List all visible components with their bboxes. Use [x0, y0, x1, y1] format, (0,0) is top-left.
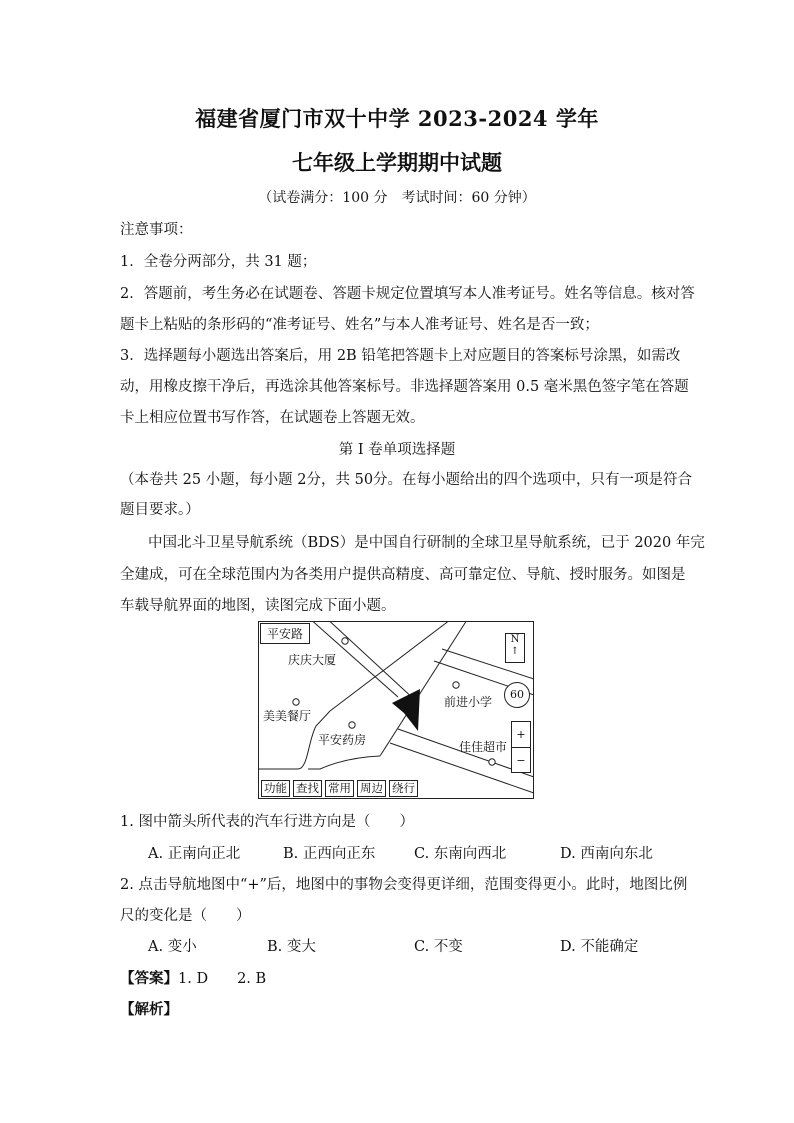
- building-label: 庆庆大厦: [288, 653, 337, 667]
- restaurant-marker: [293, 699, 299, 705]
- question-2-stem-2: 尺的变化是（ ）: [120, 908, 251, 924]
- section-instruction-1: （本卷共 25 小题，每小题 2分，共 50分。在每小题给出的四个选项中，只有一项是符合: [120, 472, 693, 488]
- north-arrow-icon: ↑: [510, 646, 520, 657]
- favorites-button[interactable]: 常用: [325, 780, 354, 797]
- zoom-in-button[interactable]: +: [516, 728, 526, 741]
- compass-label: N: [510, 634, 520, 645]
- building-marker: [342, 638, 348, 644]
- passage-line-2: 全建成，可在全球范围内为各类用户提供高精度、高可靠定位、导航、授时服务。如图是: [120, 567, 686, 583]
- question-1-stem: 1. 图中箭头所代表的汽车行进方向是（ ）: [120, 814, 414, 830]
- question-1-option-b[interactable]: B. 正西向正东: [283, 846, 376, 862]
- zoom-out-button[interactable]: −: [512, 747, 530, 773]
- question-1-option-d[interactable]: D. 西南向东北: [560, 846, 653, 862]
- question-1-option-c[interactable]: C. 东南向西北: [414, 846, 507, 862]
- notes-heading: 注意事项：: [120, 222, 193, 238]
- question-2-option-b[interactable]: B. 变大: [267, 939, 316, 955]
- function-button[interactable]: 功能: [261, 780, 290, 797]
- question-2-option-c[interactable]: C. 不变: [414, 939, 463, 955]
- notes-line-2: 2．答题前，考生务必在试题卷、答题卡规定位置填写本人准考证号。姓名等信息。核对答: [120, 286, 695, 302]
- nearby-button[interactable]: 周边: [357, 780, 386, 797]
- school-marker: [453, 682, 459, 688]
- notes-line-3: 题卡上粘贴的条形码的“准考证号、姓名”与本人准考证号、姓名是否一致；: [120, 317, 599, 333]
- pharmacy-marker: [349, 722, 355, 728]
- section-instruction-2: 题目要求。）: [120, 502, 200, 518]
- page-title-line1: 福建省厦门市双十中学 2023-2024 学年: [195, 106, 599, 131]
- notes-line-1: 1．全卷分两部分，共 31 题；: [120, 254, 317, 270]
- notes-line-5: 动，用橡皮擦干净后，再选涂其他答案标号。非选择题答案用 0.5 毫米黑色签字笔在答题: [120, 379, 689, 395]
- pharmacy-label: 平安药房: [318, 733, 367, 747]
- search-button[interactable]: 查找: [293, 780, 322, 797]
- notes-line-6: 卡上相应位置书写作答，在试题卷上答题无效。: [120, 410, 425, 426]
- supermarket-label: 佳佳超市: [459, 740, 508, 754]
- question-2-option-d[interactable]: D. 不能确定: [560, 939, 639, 955]
- section-title: 第 I 卷单项选择题: [338, 442, 456, 458]
- notes-line-4: 3．选择题每小题选出答案后，用 2B 铅笔把答题卡上对应题目的答案标号涂黑，如需改: [120, 348, 681, 364]
- navigation-map: [258, 621, 534, 799]
- restaurant-label: 美美餐厅: [263, 709, 312, 723]
- passage-line-3: 车载导航界面的地图，读图完成下面小题。: [120, 598, 396, 614]
- map-button-bar: [261, 780, 418, 797]
- question-2-stem-1: 2. 点击导航地图中“+”后，地图中的事物会变得更详细，范围变得更小。此时，地图比例: [120, 877, 688, 893]
- answer-label: 【答案】: [120, 970, 178, 987]
- exam-subtitle: （试卷满分：100 分 考试时间：60 分钟）: [258, 190, 536, 206]
- answer-line: [120, 967, 266, 988]
- speed-limit-badge: 60: [504, 682, 530, 708]
- analysis-label: 【解析】: [120, 1001, 178, 1018]
- detour-button[interactable]: 绕行: [389, 780, 418, 797]
- question-2-option-a[interactable]: A. 变小: [148, 939, 197, 955]
- page-title-line2: 七年级上学期期中试题: [292, 150, 502, 175]
- compass-north-icon[interactable]: [505, 633, 525, 663]
- question-1-option-a[interactable]: A. 正南向正北: [148, 846, 241, 862]
- road-name-label: 平安路: [260, 623, 310, 644]
- school-label: 前进小学: [444, 695, 493, 709]
- passage-line-1: 中国北斗卫星导航系统（BDS）是中国自行研制的全球卫星导航系统，已于 2020 年完: [148, 535, 705, 551]
- answer-text: 1. D 2. B: [178, 971, 267, 987]
- supermarket-marker: [489, 759, 495, 765]
- zoom-control: [511, 721, 531, 773]
